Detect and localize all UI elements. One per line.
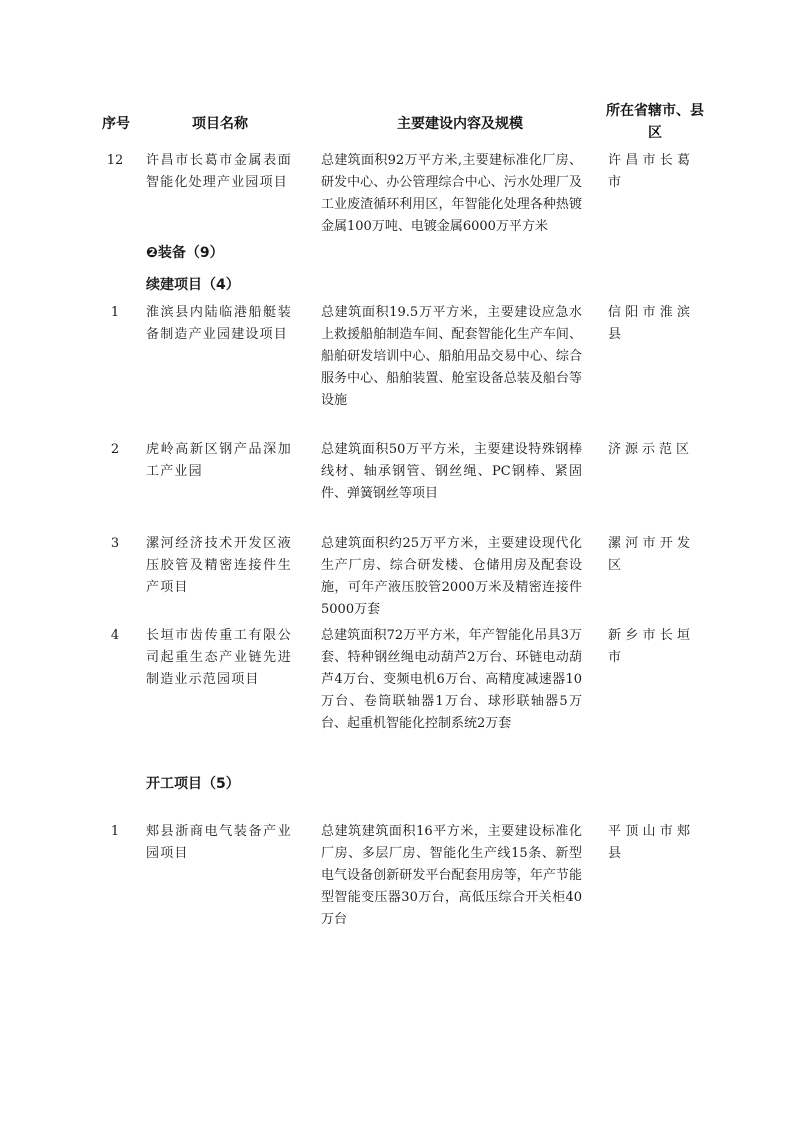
row-content: 总建筑面积92万平方米,主要建标准化厂房、研发中心、办公管理综合中心、污水处理厂及工业废渣循环利用区，年智能化处理各种热镀金属100万吨、电镀金属6000万平方米 xyxy=(321,153,582,234)
row-content: 总建筑建筑面积16平方米，主要建设标准化厂房、多层厂房、智能化生产线15条、新型电气设备创新研发平台配套用房等，年产节能型智能变压器30万台，高低压综合开关柜40万台 xyxy=(321,824,582,927)
row-name: 虎岭高新区钢产品深加工产业园 xyxy=(146,442,292,479)
section-equipment: ❷装备（9） xyxy=(146,245,224,261)
row-no: 1 xyxy=(110,824,120,839)
section-started: 开工项目（5） xyxy=(146,776,240,792)
row-no: 3 xyxy=(110,536,120,551)
row-name: 郏县浙商电气装备产业园项目 xyxy=(146,824,292,861)
header-location: 所在省辖市、县区 xyxy=(606,103,704,141)
row-content: 总建筑面积19.5万平方米，主要建设应急水上救援船舶制造车间、配套智能化生产车间、船舶研发培训中心、船舶用品交易中心、综合服务中心、船舶装置、舱室设备总装及船台等设施 xyxy=(321,305,582,408)
row-name: 漯河经济技术开发区液压胶管及精密连接件生产项目 xyxy=(146,536,292,595)
row-location: 信阳市淮滨县 xyxy=(608,305,694,342)
header-no: 序号 xyxy=(102,116,130,132)
row-name: 淮滨县内陆临港船艇装备制造产业园建设项目 xyxy=(146,305,292,342)
row-content: 总建筑面积50万平方米，主要建设特殊钢棒线材、轴承钢管、钢丝绳、PC钢棒、紧固件、弹簧钢丝等项目 xyxy=(321,442,582,501)
header-content: 主要建设内容及规模 xyxy=(397,116,523,132)
row-location: 平顶山市郏县 xyxy=(608,824,694,861)
row-content: 总建筑面积约25万平方米，主要建设现代化生产厂房、综合研发楼、仓储用房及配套设施，可年产液压胶管2000万米及精密连接件5000万套 xyxy=(321,536,582,617)
row-location: 新乡市长垣市 xyxy=(608,628,694,665)
row-no: 4 xyxy=(110,628,120,643)
row-no: 2 xyxy=(110,442,120,457)
row-name: 长垣市齿传重工有限公司起重生态产业链先进制造业示范园项目 xyxy=(146,628,292,687)
row-location: 漯河市开发区 xyxy=(608,536,694,573)
row-location: 许昌市长葛市 xyxy=(608,153,694,190)
section-continued: 续建项目（4） xyxy=(146,277,240,293)
row-location: 济源示范区 xyxy=(608,442,694,457)
row-content: 总建筑面积72万平方米，年产智能化吊具3万套、特种钢丝绳电动葫芦2万台、环链电动葫芦4万台、变频电机6万台、高精度减速器10万台、卷筒联轴器1万台、球形联轴器5万台、起重机智能化控制系统2万套 xyxy=(321,628,582,731)
row-no: 1 xyxy=(110,305,120,320)
row-no: 12 xyxy=(106,153,124,168)
row-name: 许昌市长葛市金属表面智能化处理产业园项目 xyxy=(146,153,292,190)
header-project-name: 项目名称 xyxy=(192,116,248,132)
